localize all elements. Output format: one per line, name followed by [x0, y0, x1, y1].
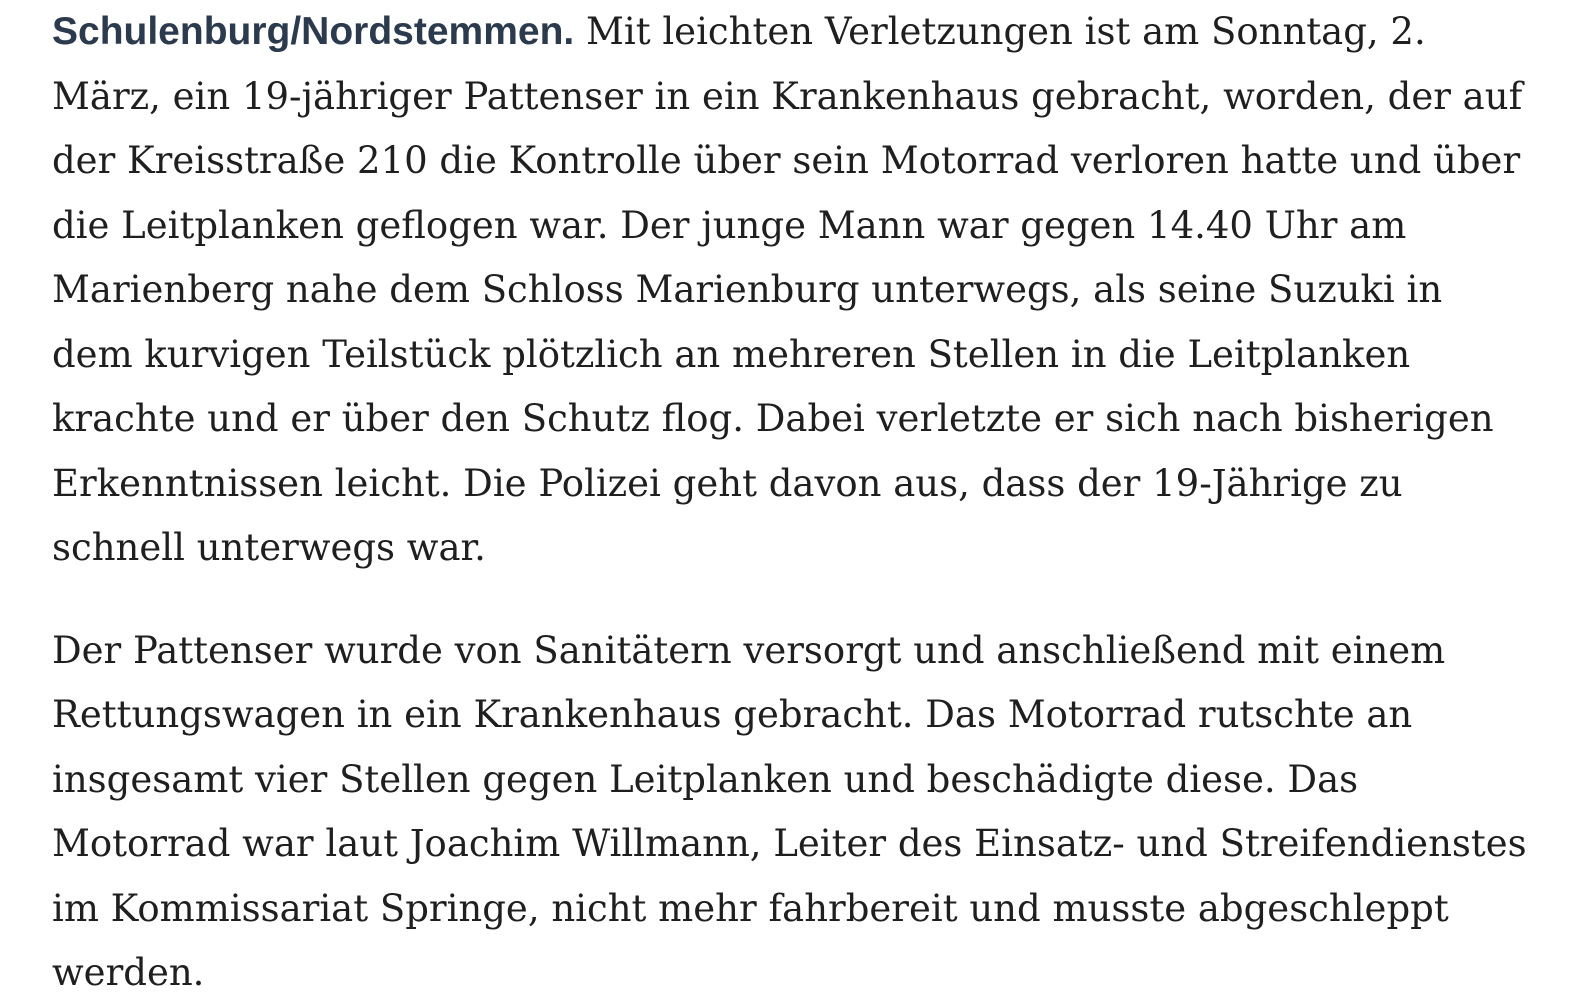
paragraph-1-text: Mit leichten Verletzungen ist am Sonntag, 2. März, ein 19-jähriger Pattenser in ein Krankenhaus gebracht, worden, der auf der Kreisstraße 210 die Kontrolle über sein Motorrad verloren hatte und über die Leitplanken geflogen war. Der junge Mann war gegen 14.40 Uhr am Marienberg nahe dem Schloss Marienburg unterwegs, als seine Suzuki in dem kurvigen Teilstück plötzlich an mehreren Stellen in die Leitplanken krachte und er über den Schutz flog. Dabei verletzte er sich nach bisherigen Erkenntnissen leicht. Die Polizei geht davon aus, dass der 19-Jährige zu schnell unterwegs war.: [52, 10, 1523, 569]
article-paragraph-1: [52, 0, 1534, 581]
article-body: [52, 0, 1534, 1006]
dateline: Schulenburg/Nordstemmen.: [52, 10, 575, 53]
article-paragraph-2: Der Pattenser wurde von Sanitätern versorgt und anschließend mit einem Rettungswagen in ein Krankenhaus gebracht. Das Motorrad rutschte an insgesamt vier Stellen gegen Leitplanken und beschädigte diese. Das Motorrad war laut Joachim Willmann, Leiter des Einsatz- und Streifendienstes im Kommissariat Springe, nicht mehr fahrbereit und musste abgeschleppt werden.: [52, 628, 1527, 994]
